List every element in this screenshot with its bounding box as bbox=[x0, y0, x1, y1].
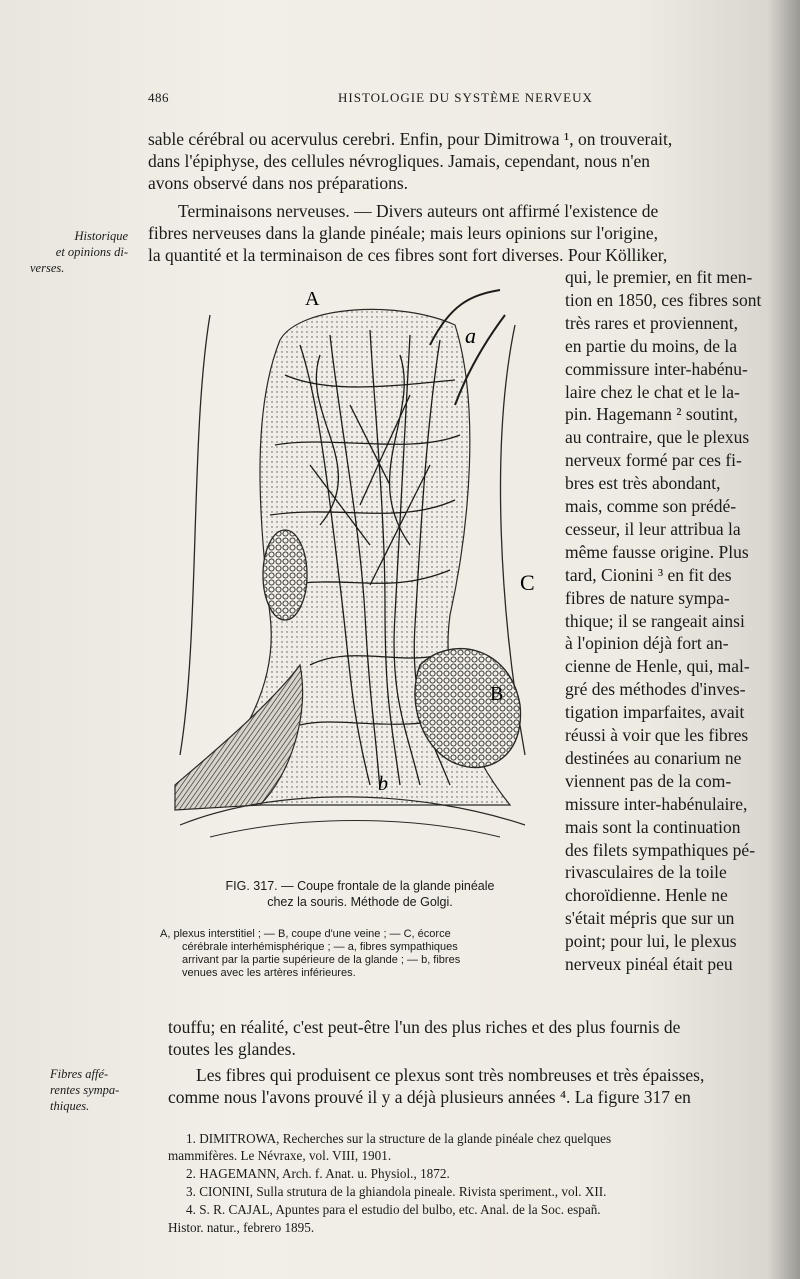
running-header bbox=[148, 90, 788, 110]
right-column-line: viennent pas de la com- bbox=[565, 770, 732, 791]
page-number: 486 bbox=[148, 90, 169, 105]
footnote: Histor. natur., febrero 1895. bbox=[168, 1220, 315, 1235]
legend-line: venues avec les artères inférieures. bbox=[182, 967, 356, 979]
right-column-line: missure inter-habénulaire, bbox=[565, 793, 748, 814]
text-line: sable cérébral ou acervulus cerebri. Enfin, pour Dimitrowa ¹, on trouverait, bbox=[148, 129, 673, 149]
footnote: 2. HAGEMANN, Arch. f. Anat. u. Physiol., 1872. bbox=[186, 1166, 450, 1181]
margin-note-historique bbox=[30, 228, 128, 276]
margin-note-line: verses. bbox=[30, 261, 65, 275]
text-line: la quantité et la terminaison de ces fibres sont fort diverses. Pour Kölliker, bbox=[148, 245, 668, 265]
footnote: mammifères. Le Névraxe, vol. VIII, 1901. bbox=[168, 1148, 392, 1163]
text-line: comme nous l'avons prouvé il y a déjà plusieurs années ⁴. La figure 317 en bbox=[168, 1087, 691, 1107]
margin-note-fibres bbox=[50, 1066, 150, 1114]
margin-note-line: Historique bbox=[74, 229, 128, 243]
right-column-line: rivasculaires de la toile bbox=[565, 862, 727, 883]
footnote: 3. CIONINI, Sulla strutura de la ghiandola pineale. Rivista speriment., vol. XII. bbox=[186, 1184, 607, 1199]
text-line: Les fibres qui produisent ce plexus sont très nombreuses et très épaisses, bbox=[196, 1065, 705, 1085]
caption-line: chez la souris. Méthode de Golgi. bbox=[267, 895, 453, 909]
right-column-line: destinées au conarium ne bbox=[565, 747, 742, 768]
right-column-line: s'était mépris que sur un bbox=[565, 908, 735, 929]
footnote: 1. DIMITROWA, Recherches sur la structure de la glande pinéale chez quelques bbox=[186, 1131, 612, 1146]
right-column-line: mais sont la continuation bbox=[565, 816, 741, 837]
figure-317 bbox=[170, 285, 540, 845]
legend-line: A, plexus interstitiel ; — B, coupe d'une veine ; — C, écorce bbox=[160, 928, 451, 940]
text-line: avons observé dans nos préparations. bbox=[148, 173, 409, 193]
right-column-line: cesseur, il leur attribua la bbox=[565, 518, 741, 539]
right-column-line: nerveux formé par ces fi- bbox=[565, 450, 742, 471]
margin-note-line: rentes sympa- bbox=[50, 1083, 120, 1097]
right-column-line: même fausse origine. Plus bbox=[565, 541, 749, 562]
figure-legend bbox=[160, 928, 540, 980]
right-column-line: bres est très abondant, bbox=[565, 473, 721, 494]
right-column-line: commissure inter-habénu- bbox=[565, 358, 748, 379]
pineal-gland-illustration bbox=[170, 285, 540, 845]
text-line: dans l'épiphyse, des cellules névrogliques. Jamais, cependant, nous n'en bbox=[148, 151, 651, 171]
text-line: touffu; en réalité, c'est peut-être l'un des plus riches et des plus fournis de bbox=[168, 1017, 681, 1037]
margin-note-line: Fibres affé- bbox=[50, 1067, 109, 1081]
right-column-line: pin. Hagemann ² soutint, bbox=[565, 404, 738, 425]
right-column-line: choroïdienne. Henle ne bbox=[565, 885, 728, 906]
right-column-line: très rares et proviennent, bbox=[565, 312, 738, 333]
figure-label-B: B bbox=[490, 683, 504, 705]
legend-line: arrivant par la partie supérieure de la glande ; — b, fibres bbox=[182, 954, 461, 966]
footnote: 4. S. R. CAJAL, Apuntes para el estudio del bulbo, etc. Anal. de la Soc. españ. bbox=[186, 1202, 601, 1217]
vein-cluster-left bbox=[263, 530, 307, 620]
text-line: toutes les glandes. bbox=[168, 1039, 296, 1059]
cortex-left-outline bbox=[180, 315, 210, 755]
text-line: fibres nerveuses dans la glande pinéale; mais leurs opinions sur l'origine, bbox=[148, 223, 659, 243]
right-column-line: cienne de Henle, qui, mal- bbox=[565, 656, 750, 677]
right-column-line: gré des méthodes d'inves- bbox=[565, 679, 746, 700]
right-column-line: fibres de nature sympa- bbox=[565, 587, 730, 608]
figure-label-C: C bbox=[520, 570, 535, 595]
right-column-line: réussi à voir que les fibres bbox=[565, 725, 749, 745]
right-column-line: nerveux pinéal était peu bbox=[565, 954, 733, 974]
right-column-line: en partie du moins, de la bbox=[565, 335, 738, 356]
figure-label-A: A bbox=[305, 288, 320, 310]
right-column-line: tion en 1850, ces fibres sont bbox=[565, 289, 762, 310]
margin-note-line: thiques. bbox=[50, 1099, 90, 1113]
right-column-line: au contraire, que le plexus bbox=[565, 427, 750, 448]
running-title: HISTOLOGIE DU SYSTÈME NERVEUX bbox=[338, 90, 593, 105]
right-column-line: point; pour lui, le plexus bbox=[565, 931, 737, 952]
right-column-line: mais, comme son prédé- bbox=[565, 496, 737, 516]
figure-label-a: a bbox=[465, 323, 476, 348]
figure-caption bbox=[180, 878, 540, 910]
right-column-line: qui, le premier, en fit men- bbox=[565, 267, 753, 287]
right-column-line: à l'opinion déjà fort an- bbox=[565, 633, 729, 654]
figure-label-b: b bbox=[378, 773, 388, 795]
legend-line: cérébrale interhémisphérique ; — a, fibres sympathiques bbox=[182, 941, 458, 953]
margin-note-line: et opinions di- bbox=[55, 245, 128, 259]
text-line: Terminaisons nerveuses. — Divers auteurs ont affirmé l'existence de bbox=[178, 201, 659, 221]
right-column-line: des filets sympathiques pé- bbox=[565, 839, 756, 860]
right-column-line: thique; il se rangeait ainsi bbox=[565, 610, 745, 631]
right-column-line: tard, Cionini ³ en fit des bbox=[565, 564, 732, 585]
right-column-line: laire chez le chat et le la- bbox=[565, 381, 740, 402]
right-column-line: tigation imparfaites, avait bbox=[565, 702, 745, 723]
caption-line: FIG. 317. — Coupe frontale de la glande pinéale bbox=[225, 879, 495, 893]
